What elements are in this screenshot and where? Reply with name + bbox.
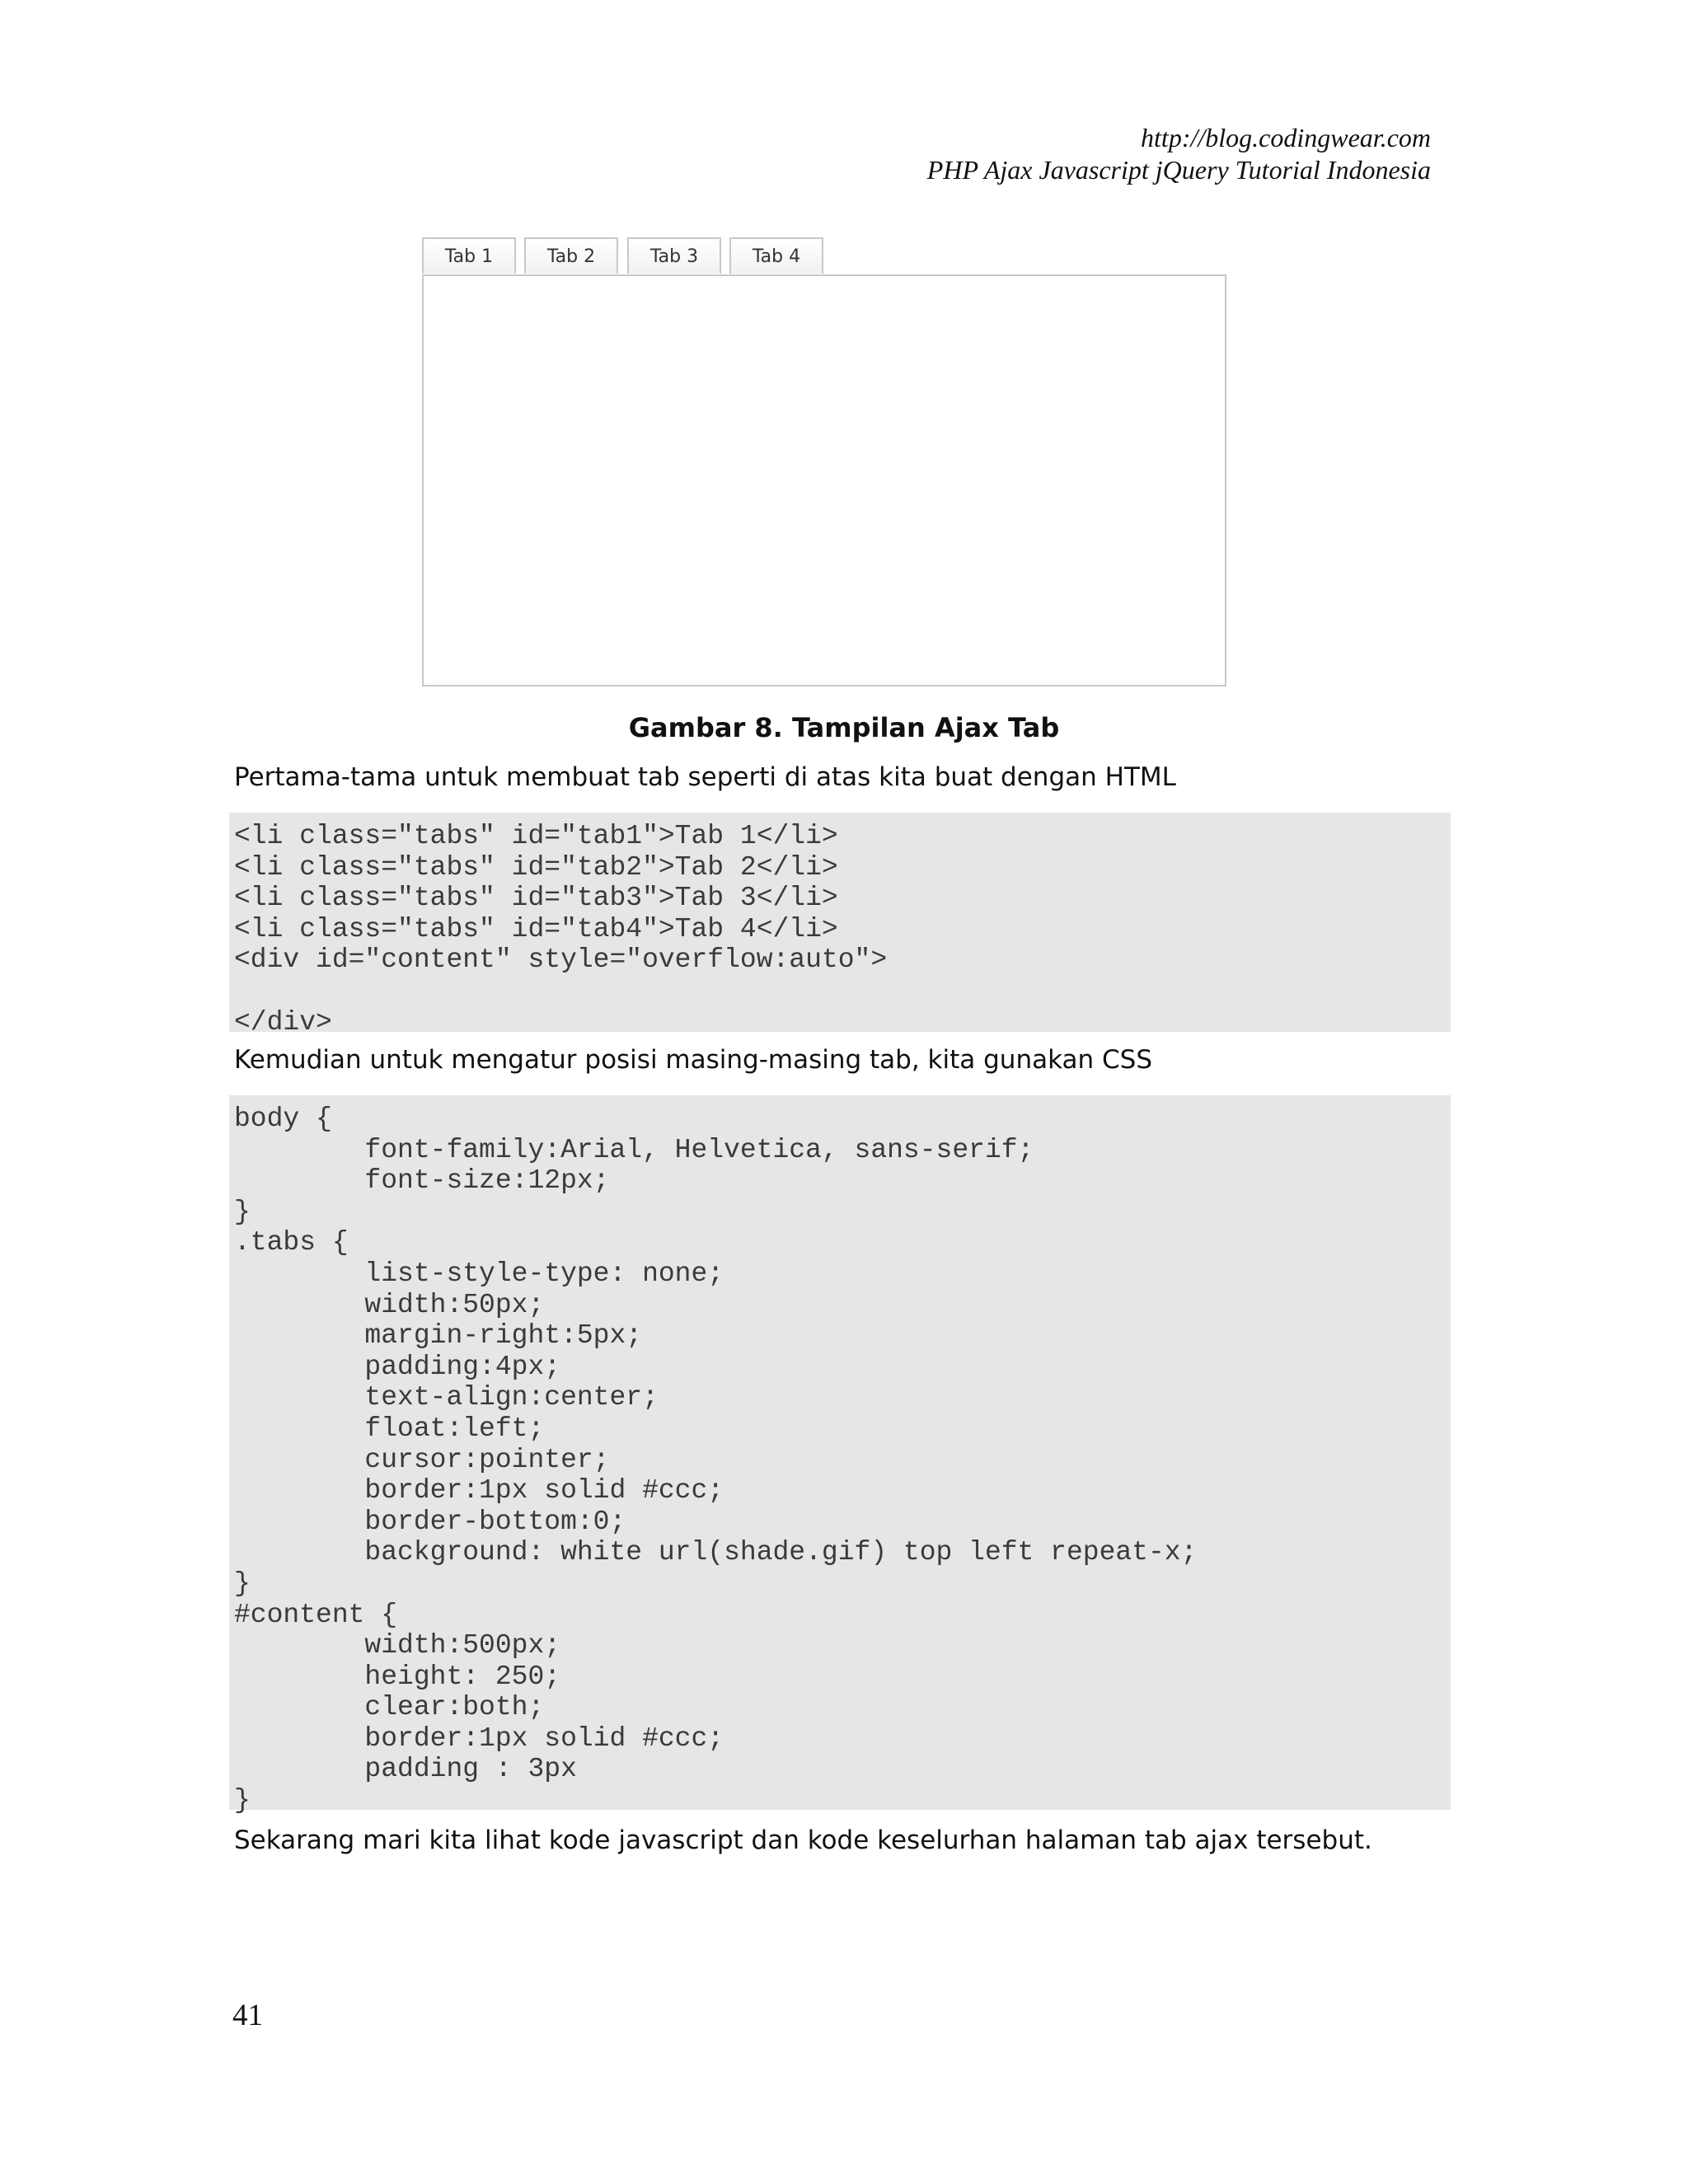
paragraph-outro: Sekarang mari kita lihat kode javascript dan kode keselurhan halaman tab ajax tersebut. <box>234 1825 1372 1855</box>
figure-caption: Gambar 8. Tampilan Ajax Tab <box>628 712 1060 743</box>
page-header <box>927 122 1431 186</box>
header-url: http://blog.codingwear.com <box>1141 123 1431 152</box>
paragraph-html-intro: Pertama-tama untuk membuat tab seperti di atas kita buat dengan HTML <box>234 762 1176 792</box>
tab-2[interactable]: Tab 2 <box>524 237 618 274</box>
ajax-tab-figure <box>422 237 1226 687</box>
tab-1[interactable]: Tab 1 <box>422 237 516 274</box>
paragraph-css-intro: Kemudian untuk mengatur posisi masing-masing tab, kita gunakan CSS <box>234 1045 1153 1075</box>
tab-content-panel <box>422 274 1226 687</box>
html-code-block: <li class="tabs" id="tab1">Tab 1</li> <li class="tabs" id="tab2">Tab 2</li> <li class="tabs" id="tab3">Tab 3</li> <li class="tabs" id="tab4">Tab 4</li> <div id="content" style="overflow:auto"> </div> <box>229 813 1451 1032</box>
page-number: 41 <box>232 1999 263 2032</box>
tab-4[interactable]: Tab 4 <box>729 237 823 274</box>
css-code-block: body { font-family:Arial, Helvetica, sans-serif; font-size:12px; } .tabs { list-style-type: none; width:50px; margin-right:5px; padding:4px; text-align:center; float:left; cursor:pointer; border:1px solid #ccc; border-bottom:0; background: white url(shade.gif) top left repeat-x; } #content { width:500px; height: 250; clear:both; border:1px solid #ccc; padding : 3px } <box>229 1095 1451 1810</box>
header-subtitle: PHP Ajax Javascript jQuery Tutorial Indonesia <box>926 155 1431 185</box>
tab-3[interactable]: Tab 3 <box>627 237 721 274</box>
